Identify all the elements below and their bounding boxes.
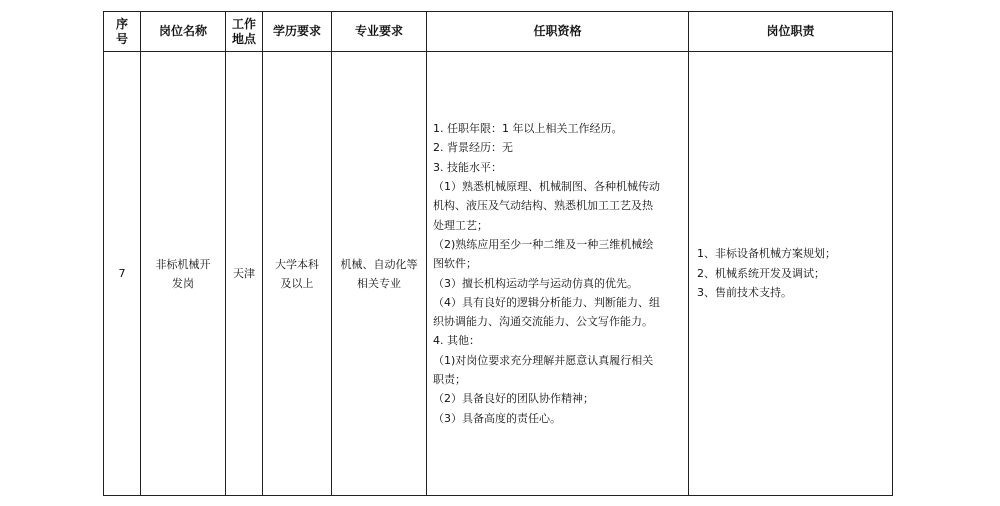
cell-seq: 7 <box>104 52 141 496</box>
header-education: 学历要求 <box>263 12 332 52</box>
qualification-line: （3）擅长机构运动学与运动仿真的优先。 <box>433 276 638 290</box>
header-duties: 岗位职责 <box>689 12 893 52</box>
qualification-line: 4. 其他： <box>433 334 480 348</box>
qualification-line: （1）熟悉机械原理、机械制图、各种机械传动 <box>433 180 660 194</box>
cell-location: 天津 <box>226 52 263 496</box>
qualification-line: 3. 技能水平： <box>433 160 502 174</box>
qualification-line: 1. 任职年限：1 年以上相关工作经历。 <box>433 122 623 136</box>
qualification-line: 图软件； <box>433 257 477 271</box>
cell-major: 机械、自动化等 相关专业 <box>332 52 427 496</box>
qualification-line: 职责； <box>433 372 466 386</box>
duty-line: 1、非标设备机械方案规划； <box>697 247 836 261</box>
header-seq: 序 号 <box>104 12 141 52</box>
qualification-line: （2）具备良好的团队协作精神； <box>433 392 594 406</box>
header-position: 岗位名称 <box>141 12 226 52</box>
cell-duties <box>689 52 893 496</box>
qualification-line: 机构、液压及气动结构、熟悉机加工工艺及热 <box>433 199 653 213</box>
qualification-line: （4）具有良好的逻辑分析能力、判断能力、组 <box>433 295 660 309</box>
job-table <box>103 11 893 496</box>
cell-education: 大学本科 及以上 <box>263 52 332 496</box>
qualification-line: （2)熟练应用至少一种二维及一种三维机械绘 <box>433 237 654 251</box>
qualification-line: （1)对岗位要求充分理解并愿意认真履行相关 <box>433 353 654 367</box>
header-qualifications: 任职资格 <box>427 12 689 52</box>
cell-qualifications <box>427 52 689 496</box>
cell-position: 非标机械开 发岗 <box>141 52 226 496</box>
header-row <box>104 12 893 52</box>
duty-line: 2、机械系统开发及调试； <box>697 266 825 280</box>
header-location: 工作 地点 <box>226 12 263 52</box>
qualification-line: 织协调能力、沟通交流能力、公文写作能力。 <box>433 315 653 329</box>
table-row <box>104 52 893 496</box>
header-major: 专业要求 <box>332 12 427 52</box>
qualification-line: （3）具备高度的责任心。 <box>433 411 561 425</box>
qualification-line: 处理工艺； <box>433 218 488 232</box>
qualification-line: 2. 背景经历：无 <box>433 141 513 155</box>
duty-line: 3、售前技术支持。 <box>697 286 792 300</box>
